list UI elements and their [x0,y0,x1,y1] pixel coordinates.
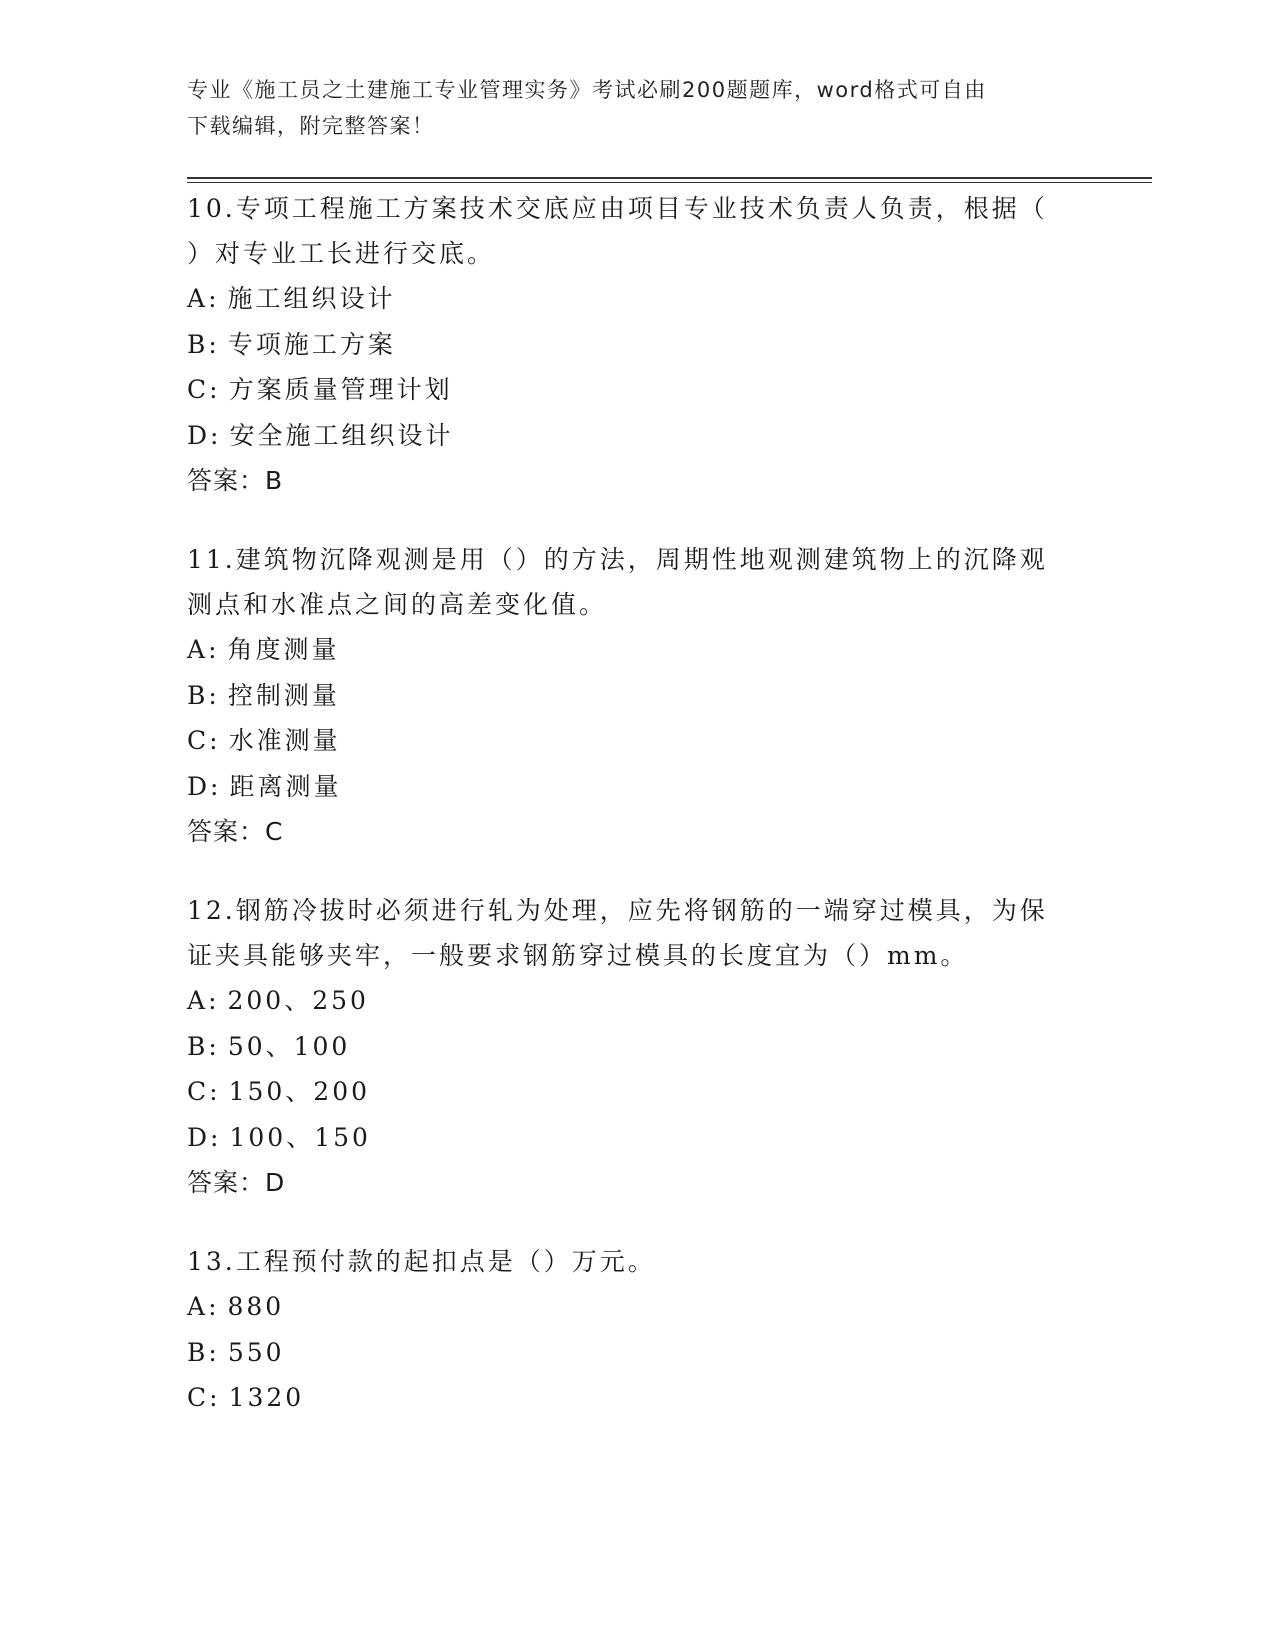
option-b: B: 550 [187,1337,285,1367]
answer: 答案：C [187,817,284,846]
question-stem-line-2: 证夹具能够夹牢，一般要求钢筋穿过模具的长度宜为（）mm。 [187,941,969,970]
option-b: B: 专项施工方案 [187,329,396,359]
question-number: 12. [187,896,236,925]
question-11 [187,537,1087,854]
answer-value: B [265,466,284,495]
answer-value: C [265,817,284,846]
option-b: B: 50、100 [187,1031,351,1061]
answer: 答案：B [187,466,284,495]
option-a: A: 200、250 [187,986,369,1015]
header-line-2: 下载编辑，附完整答案！ [187,114,435,138]
question-number: 11. [187,545,236,574]
document-header [187,72,1087,144]
question-number: 10. [187,194,236,223]
header-line-1: 专业《施工员之土建施工专业管理实务》考试必刷200题题库，word格式可自由 [187,78,987,102]
question-13 [187,1239,1087,1421]
option-a: A: 角度测量 [187,635,340,664]
question-12 [187,888,1087,1205]
answer: 答案：D [187,1168,286,1197]
question-stem-line-2: ）对专业工长进行交底。 [187,239,496,268]
option-d: D: 安全施工组织设计 [187,420,454,450]
option-d: D: 距离测量 [187,771,342,801]
question-list [187,186,1087,1455]
option-a: A: 880 [187,1292,285,1321]
option-c: C: 1320 [187,1383,305,1412]
option-a: A: 施工组织设计 [187,284,396,313]
question-stem-line-2: 测点和水准点之间的高差变化值。 [187,590,608,619]
option-c: C: 方案质量管理计划 [187,375,453,404]
question-number: 13. [187,1247,236,1276]
header-divider-thin [187,182,1152,183]
question-stem-line-1: 建筑物沉降观测是用（）的方法，周期性地观测建筑物上的沉降观 [235,545,1048,574]
question-10 [187,186,1087,503]
option-d: D: 100、150 [187,1122,371,1152]
question-stem-line-1: 专项工程施工方案技术交底应由项目专业技术负责人负责，根据（ [235,194,1048,223]
option-c: C: 150、200 [187,1077,371,1106]
question-stem-line-1: 钢筋冷拔时必须进行轧为处理，应先将钢筋的一端穿过模具，为保 [235,896,1048,925]
option-b: B: 控制测量 [187,680,340,710]
answer-value: D [265,1168,286,1197]
option-c: C: 水准测量 [187,726,341,755]
question-stem-line-1: 工程预付款的起扣点是（）万元。 [235,1247,656,1276]
header-divider-thick [187,177,1152,179]
